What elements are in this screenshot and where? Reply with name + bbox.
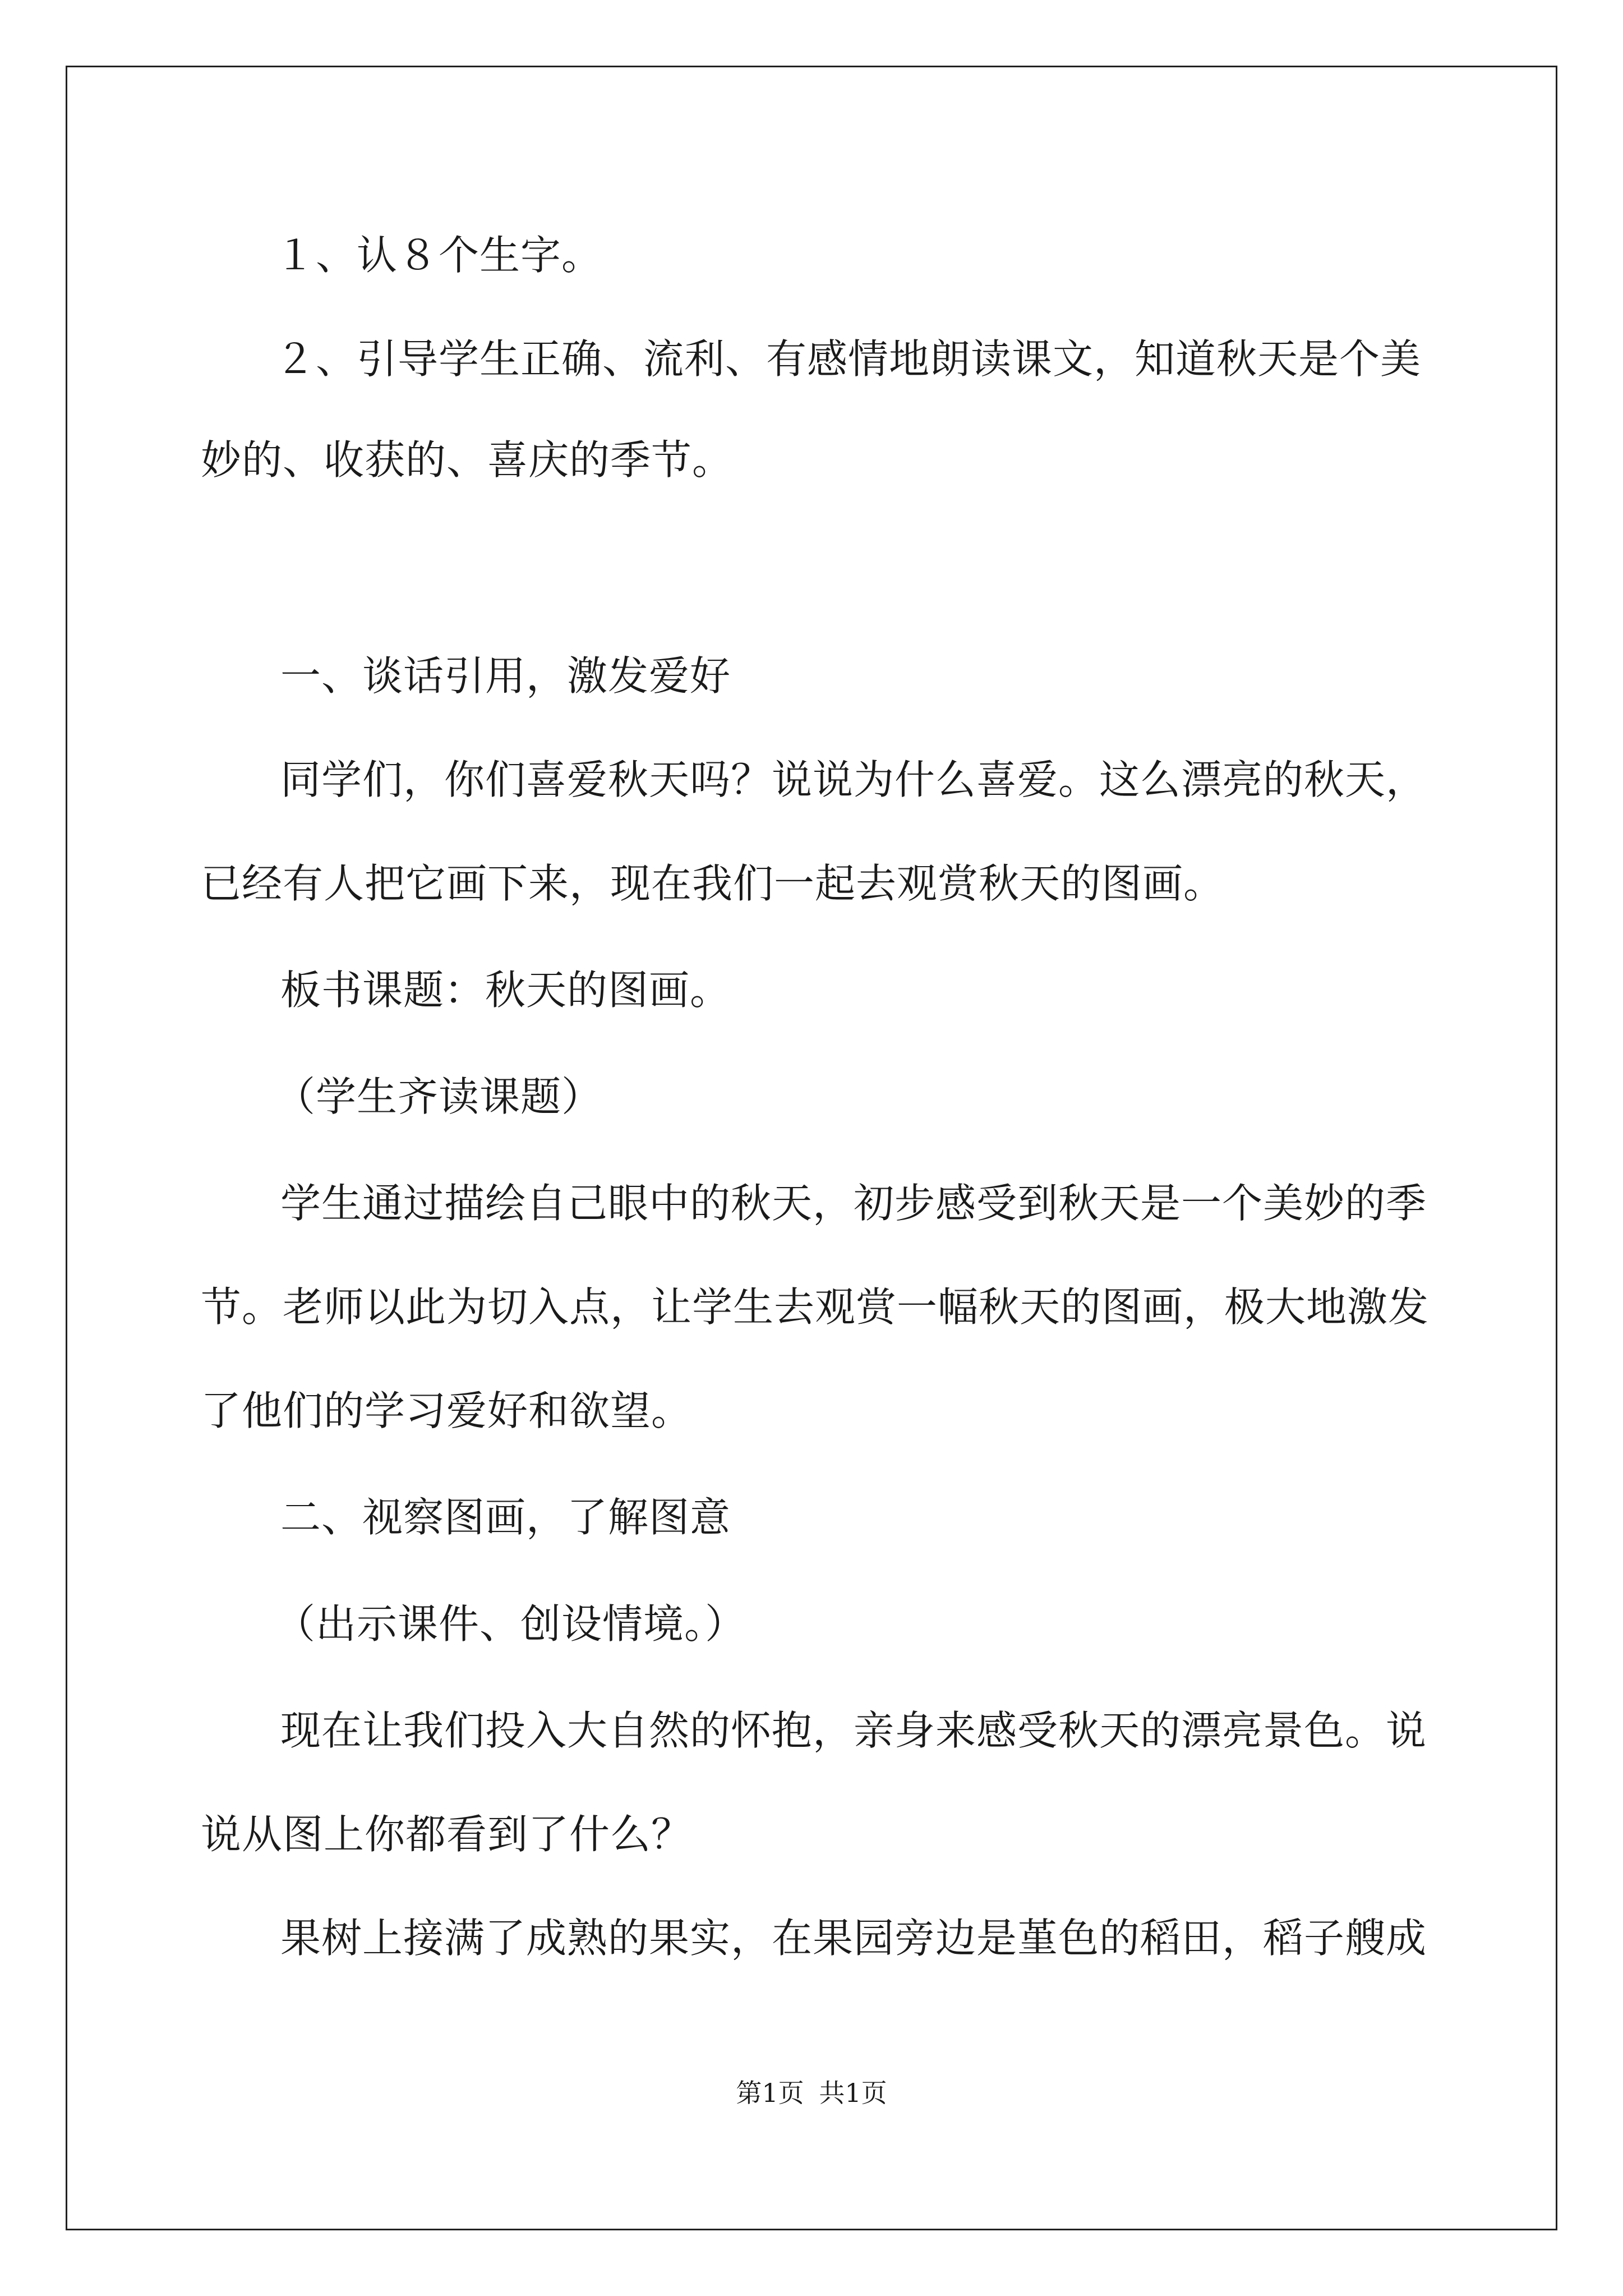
page-number: 第1页	[736, 2078, 804, 2108]
text-line-9: 学生通过描绘自己眼中的秋天，初步感受到秋天是一个美妙的季	[280, 1180, 1427, 1227]
text-line-10: 节。老师以此为切入点，让学生去观赏一幅秋天的图画，极大地激发	[201, 1283, 1430, 1331]
page-total: 共1页	[819, 2078, 887, 2108]
text-line-2: ２、引导学生正确、流利、有感情地朗读课文，知道秋天是个美	[275, 335, 1422, 383]
text-line-6: 已经有人把它画下来，现在我们一起去观赏秋天的图画。	[201, 860, 1225, 907]
text-line-15: 说从图上你都看到了什么？	[201, 1811, 693, 1858]
text-line-16: 果树上接满了成熟的果实，在果园旁边是堇色的稻田，稻子艘成	[280, 1915, 1427, 1962]
text-line-5: 同学们，你们喜爱秋天吗？说说为什么喜爱。这么漂亮的秋天，	[280, 756, 1427, 803]
section-heading-1: 一、谈话引用，激发爱好	[280, 652, 731, 700]
section-heading-2: 二、视察图画，了解图意	[280, 1494, 731, 1541]
page-footer	[0, 2073, 1623, 2110]
text-line-8: （学生齐读课题）	[275, 1073, 603, 1120]
text-line-14: 现在让我们投入大自然的怀抱，亲身来感受秋天的漂亮景色。说	[280, 1707, 1427, 1754]
text-line-3: 妙的、收获的、喜庆的季节。	[201, 436, 734, 484]
text-line-13: （出示课件、创设情境。）	[275, 1600, 746, 1648]
page-border	[66, 66, 1557, 2230]
text-line-7: 板书课题：秋天的图画。	[280, 967, 731, 1014]
text-line-1: １、认８个生字。	[275, 232, 603, 279]
text-line-11: 了他们的学习爱好和欲望。	[201, 1387, 693, 1434]
